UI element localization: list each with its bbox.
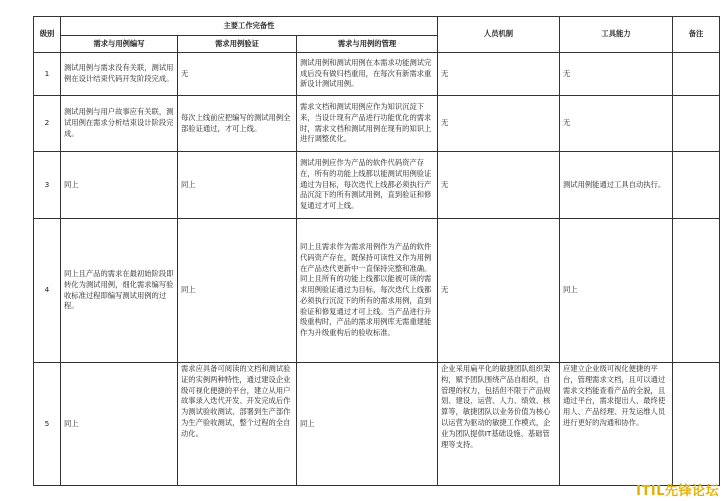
notes-cell [673,53,720,96]
header-tools: 工具能力 [560,17,673,53]
requirement-writing-cell: 测试用例与用户故事应有关联，测试用例在需求分析结束设计阶段完成。 [61,96,178,152]
table-row [34,53,720,96]
level-cell: 1 [34,53,61,96]
maturity-table [33,16,720,486]
watermark: ITIL先锋论坛 [636,484,719,499]
requirement-management-cell: 同上且需求作为需求用例作为产品的软件代码资产存在，既保持可读性又作为用例在产品迭代更新中一直保持完整和准确。同上且所有的功能上线都以能被可读的需求用例验证通过为目标，每次迭代上线都必须执行沉淀下的所有的需求用例，直到验证和修复通过才可上线。当产品进行升级重构时，产品的需求用例库无需重建能作为升级重构后的验收标准。 [297,219,438,363]
table-row [34,363,720,486]
personnel-cell: 无 [438,219,560,363]
header-notes: 备注 [673,17,720,53]
tools-cell: 无 [560,96,673,152]
level-cell: 4 [34,219,61,363]
notes-cell [673,96,720,152]
table-row [34,152,720,219]
table-row [34,219,720,363]
tools-cell: 无 [560,53,673,96]
level-cell: 2 [34,96,61,152]
header-level: 级别 [34,17,61,53]
requirement-writing-cell: 同上 [61,363,178,486]
notes-cell [673,363,720,486]
header-requirement-management: 需求与用例的管理 [297,36,438,53]
requirement-validation-cell: 无 [178,53,297,96]
requirement-writing-cell: 同上且产品的需求在最初始阶段即转化为测试用例，细化需求编写验收标准过程即编写测试用例的过程。 [61,219,178,363]
header-work-completeness: 主要工作完备性 [61,17,438,36]
requirement-management-cell: 测试用例和测试用例在本需求功能测试完成后没有做归档重用，在每次有新需求重新设计测试用例。 [297,53,438,96]
personnel-cell: 无 [438,96,560,152]
header-requirement-validation: 需求用例验证 [178,36,297,53]
requirement-writing-cell: 测试用例与需求没有关联，测试用例在设计结束代码开发阶段完成。 [61,53,178,96]
personnel-cell: 无 [438,53,560,96]
notes-cell [673,219,720,363]
requirement-management-cell: 测试用例应作为产品的软件代码资产存在，所有的功能上线都以能测试用例验证通过为目标，每次迭代上线都必须执行产品沉淀下的所有测试用例，直到验证和修复通过才可上线。 [297,152,438,219]
tools-cell: 同上 [560,219,673,363]
requirement-validation-cell: 同上 [178,219,297,363]
table-row [34,96,720,152]
tools-cell: 应建立企业级可视化便捷的平台，管理需求文档，且可以通过需求文档能查看产品的全貌，且通过平台，需求提出人、最终使用人、产品经理、开发运维人员进行更好的沟通和协作。 [560,363,673,486]
requirement-validation-cell: 需求应具备可阅读的文档和测试验证的实例两种特性，通过建设企业级可视化便捷的平台，建立从用户故事录入迭代开发、开发完成后作为测试验收测试、部署到生产部作为生产验收测试，整个过程的全自动化。 [178,363,297,486]
requirement-validation-cell: 每次上线前应把编写的测试用例全部验证通过，才可上线。 [178,96,297,152]
personnel-cell: 无 [438,152,560,219]
header-requirement-writing: 需求与用例编写 [61,36,178,53]
level-cell: 3 [34,152,61,219]
requirement-validation-cell: 同上 [178,152,297,219]
header-personnel: 人员机制 [438,17,560,53]
requirement-management-cell: 需求文档和测试用例应作为知识沉淀下来，当设计现有产品进行功能优化的需求时，需求文档和测试用例在现有的知识上进行调整优化。 [297,96,438,152]
requirement-management-cell: 同上 [297,363,438,486]
personnel-cell: 企业采用扁平化的敏捷团队组织架构，赋予团队围绕产品自组织，自管理的权力，包括但不限于产品规划、建设、运营、人力、绩效、核算等，敏捷团队以业务价值为核心以运营为驱动的敏捷工作模式，企业为团队提供IT基础设施、基础管理等支持。 [438,363,560,486]
requirement-writing-cell: 同上 [61,152,178,219]
notes-cell [673,152,720,219]
tools-cell: 测试用例能通过工具自动执行。 [560,152,673,219]
level-cell: 5 [34,363,61,486]
